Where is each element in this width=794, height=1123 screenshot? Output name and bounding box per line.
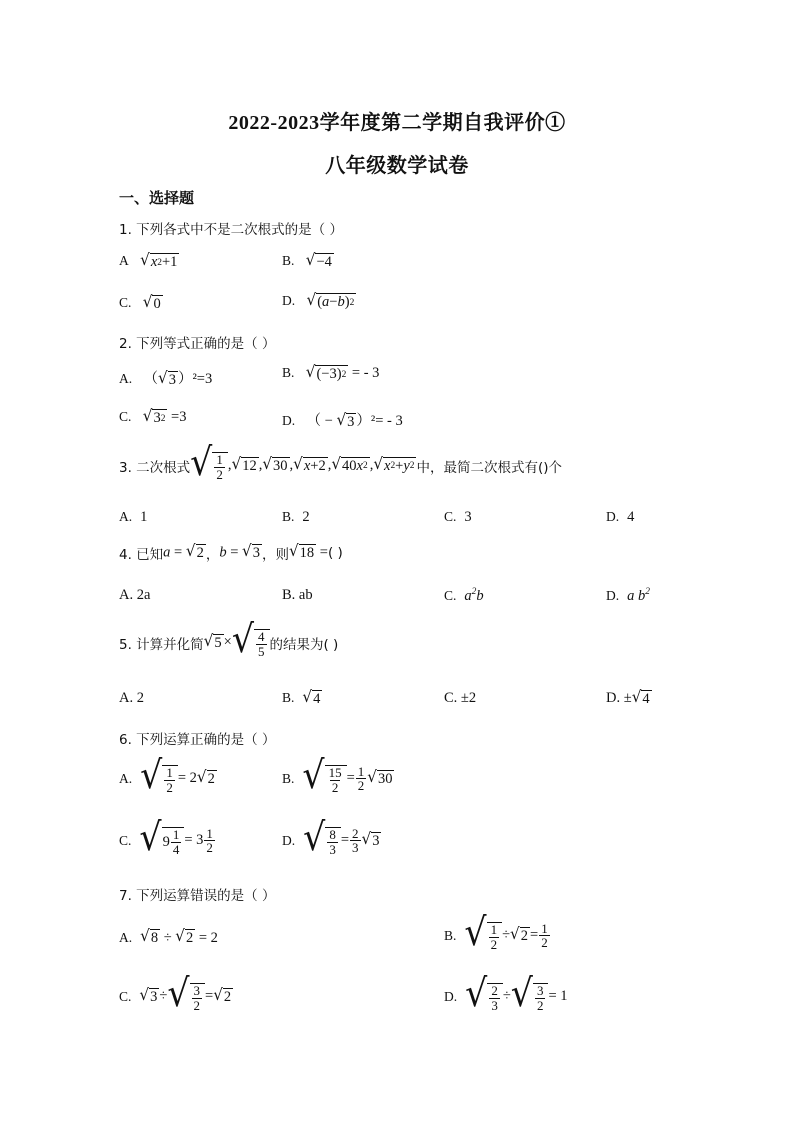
- question-1-option-d[interactable]: D. √ ( a − b ) 2: [282, 290, 355, 310]
- question-4-option-b[interactable]: B. ab: [282, 587, 313, 603]
- question-2-stem: 2. 下列等式正确的是（ ）: [119, 336, 276, 352]
- question-1-stem: 1. 下列各式中不是二次根式的是（ ）: [119, 222, 343, 238]
- section-title: 一、选择题: [119, 189, 195, 207]
- question-7-option-a[interactable]: A. √ 8 ÷ √ 2 = 2: [119, 926, 218, 946]
- question-4-option-c[interactable]: C. $a^2b$: [444, 587, 484, 604]
- question-5-option-a[interactable]: A. 2: [119, 690, 144, 706]
- question-7-option-d[interactable]: D. √ $\frac{2}{3}$ ÷ √ $\frac{3}{2}$ = 1: [444, 971, 568, 1016]
- question-3-option-b[interactable]: B. 2: [282, 509, 310, 525]
- sqrt-x2-plus-1: √ x 2 +1: [140, 250, 178, 270]
- question-3-option-d[interactable]: D. 4: [606, 509, 635, 525]
- question-5-option-c[interactable]: C. ±2: [444, 690, 477, 706]
- question-4-option-a[interactable]: A. 2a: [119, 587, 151, 603]
- question-5-option-d[interactable]: D. ± √ 4: [606, 687, 650, 707]
- question-7-option-b[interactable]: B. √ $\frac{1}{2}$ ÷ √ 2 = $\frac{1}{2}$: [444, 910, 548, 955]
- question-4-stem: 4. 已知 a = √ 2 ， b = √ 3 ，则 √ 18 = ( ): [119, 541, 343, 563]
- question-5-option-b[interactable]: B. √ 4: [282, 687, 321, 707]
- question-5-stem: 5. 计算并化简 √ 5 × √ $\frac{4}{5}$ 的结果为( ): [119, 617, 339, 662]
- question-6-stem: 6. 下列运算正确的是（ ）: [119, 732, 276, 748]
- question-2-option-d[interactable]: D. （ − √ 3 ）²= - 3: [282, 410, 403, 430]
- question-6-option-c[interactable]: C. √ 9 $\frac{1}{4}$ = 3 $\frac{1}{2}$: [119, 815, 213, 860]
- question-6-option-a[interactable]: A. √ $\frac{1}{2}$ = 2 √ 2: [119, 753, 215, 798]
- question-6-option-d[interactable]: D. √ $\frac{8}{3}$ = $\frac{2}{3}$ √ 3: [282, 815, 380, 860]
- question-3-option-a[interactable]: A. 1: [119, 509, 148, 525]
- question-2-option-a[interactable]: A. （ √ 3 ）²=3: [119, 368, 213, 388]
- question-3-option-c[interactable]: C. 3: [444, 509, 472, 525]
- question-2-option-c[interactable]: C. √ 3 2 =3: [119, 406, 187, 426]
- question-1-option-a[interactable]: A √ x 2 +1: [119, 250, 178, 270]
- question-7-option-c[interactable]: C. √ 3 ÷ √ $\frac{3}{2}$ = √ 2: [119, 971, 232, 1016]
- page-title: 2022-2023学年度第二学期自我评价①: [228, 112, 566, 134]
- question-4-option-d[interactable]: D. a $b^2$: [606, 587, 650, 604]
- question-3-stem: 3. 二次根式 √ $\frac{1}{2}$ , √ 12 , √ 30 , √ x +2 , √ 40 x 2 , √ x 2 + y 2 中，最简二次根式有()个: [119, 440, 563, 485]
- question-6-option-b[interactable]: B. √ $\frac{15}{2}$ = $\frac{1}{2}$ √ 30: [282, 753, 393, 798]
- question-7-stem: 7. 下列运算错误的是（ ）: [119, 888, 276, 904]
- question-2-option-b[interactable]: B. √ (−3) 2 = - 3: [282, 362, 380, 382]
- question-1-option-b[interactable]: B. √ −4: [282, 250, 332, 270]
- page-subtitle: 八年级数学试卷: [325, 155, 469, 177]
- question-1-option-c[interactable]: C. √ 0: [119, 292, 161, 312]
